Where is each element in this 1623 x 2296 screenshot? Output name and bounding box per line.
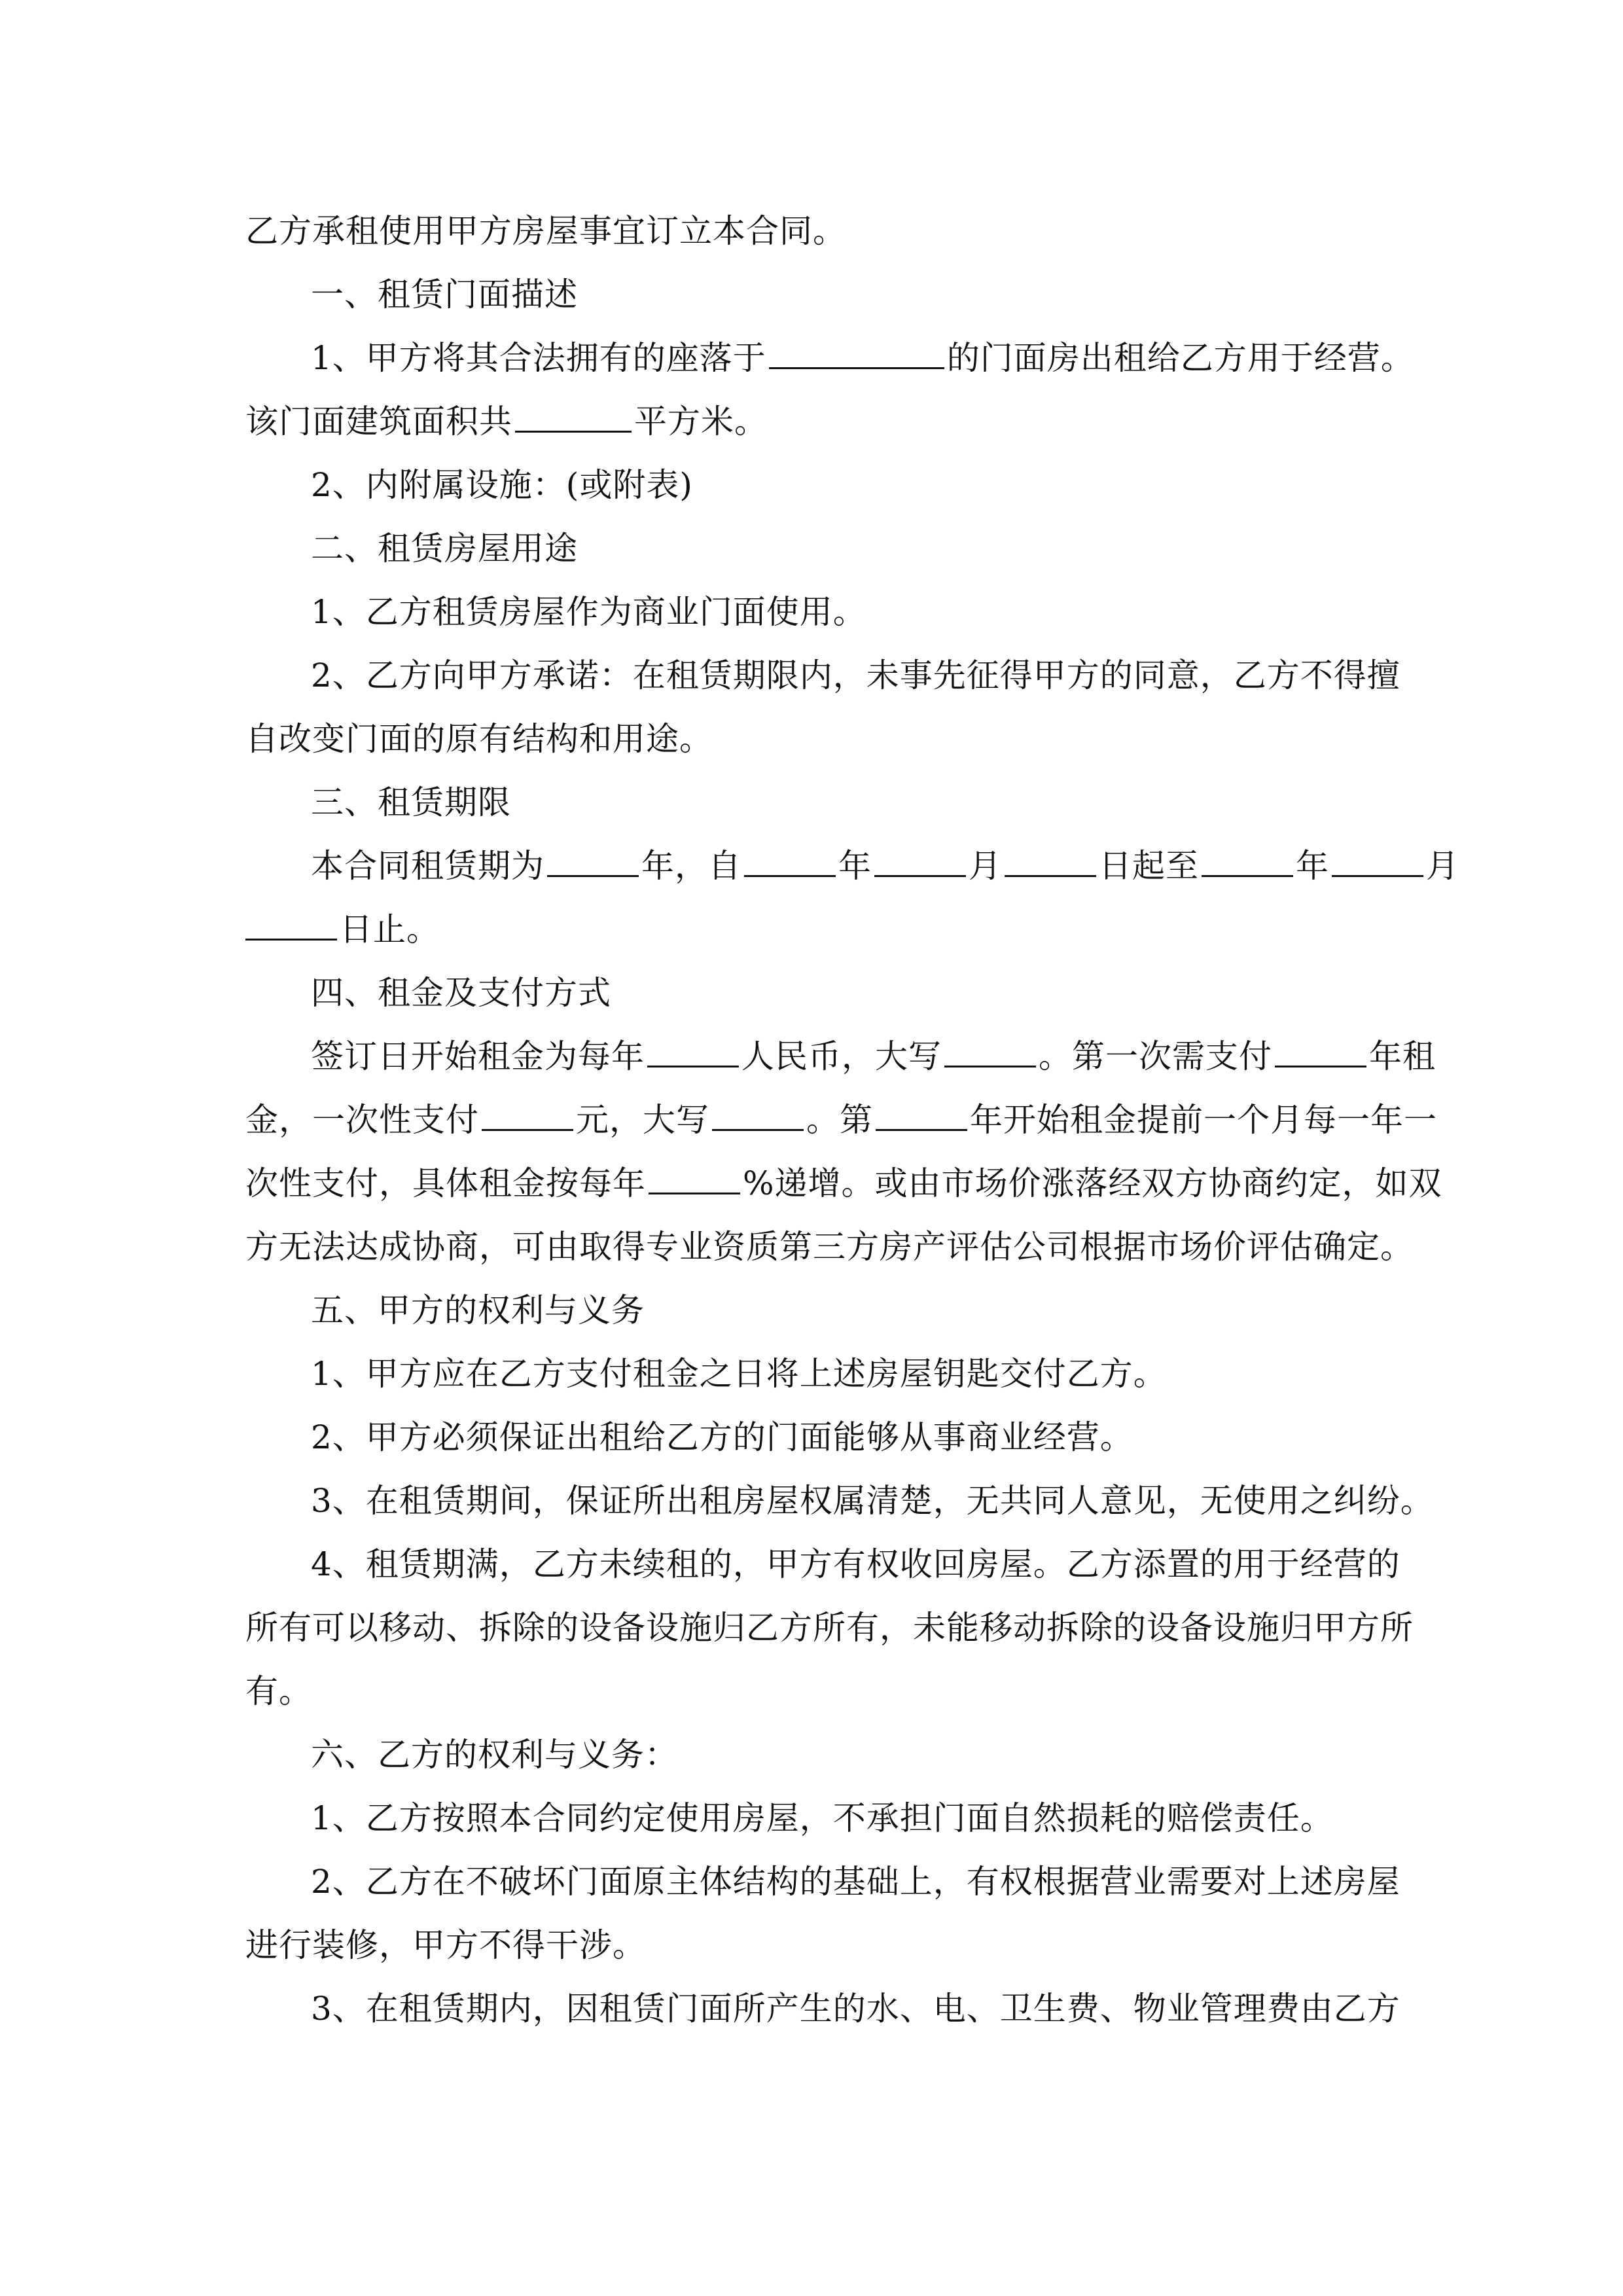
section-heading-4: 四、租金及支付方式 <box>311 974 611 1012</box>
paragraph-line: 金，一次性支付 元，大写 。第 年开始租金提前一个月每一年一 <box>245 1101 1437 1139</box>
blank-field-end-day <box>245 910 337 941</box>
paragraph-line: 4、租赁期满，乙方未续租的，甲方有权收回房屋。乙方添置的用于经营的 <box>311 1545 1400 1583</box>
paragraph-line: 进行装修，甲方不得干涉。 <box>245 1926 646 1964</box>
blank-field-rent-in-words <box>944 1037 1036 1067</box>
paragraph-line: 1、乙方租赁房屋作为商业门面使用。 <box>311 593 866 631</box>
paragraph-line: 2、甲方必须保证出租给乙方的门面能够从事商业经营。 <box>311 1418 1133 1456</box>
paragraph-line: 3、在租赁期内，因租赁门面所产生的水、电、卫生费、物业管理费由乙方 <box>311 1990 1400 2028</box>
section-heading-5: 五、甲方的权利与义务 <box>311 1291 645 1329</box>
blank-field-annual-rent <box>647 1037 739 1067</box>
paragraph-line: 签订日开始租金为每年 人民币，大写 。第一次需支付 年租 <box>311 1037 1436 1075</box>
section-heading-6: 六、乙方的权利与义务： <box>311 1736 678 1774</box>
paragraph-line: 2、乙方向甲方承诺：在租赁期限内，未事先征得甲方的同意，乙方不得擅 <box>311 656 1400 694</box>
paragraph-line: 3、在租赁期间，保证所出租房屋权属清楚，无共同人意见，无使用之纠纷。 <box>311 1482 1434 1520</box>
blank-field-start-month <box>874 846 966 877</box>
blank-field-lump-sum-words <box>712 1100 804 1131</box>
blank-field-area <box>515 402 632 433</box>
blank-field-lump-sum <box>482 1100 573 1131</box>
section-heading-1: 一、租赁门面描述 <box>311 276 578 314</box>
blank-field-end-year <box>1202 846 1293 877</box>
paragraph-line: 该门面建筑面积共 平方米。 <box>245 403 768 440</box>
section-heading-2: 二、租赁房屋用途 <box>311 529 578 567</box>
blank-field-first-payment-years <box>1275 1037 1366 1067</box>
blank-field-start-year <box>744 846 836 877</box>
paragraph-line: 有。 <box>245 1672 312 1710</box>
paragraph-line: 1、甲方应在乙方支付租金之日将上述房屋钥匙交付乙方。 <box>311 1355 1167 1393</box>
paragraph-line: 1、甲方将其合法拥有的座落于 的门面房出租给乙方用于经营。 <box>311 339 1414 377</box>
paragraph-line: 本合同租赁期为 年，自 年 月 日起至 年 月 <box>311 847 1459 885</box>
paragraph-line: 日止。 <box>245 898 1404 961</box>
paragraph-line: 自改变门面的原有结构和用途。 <box>245 720 713 758</box>
section-heading-3: 三、租赁期限 <box>311 783 511 821</box>
contract-body <box>245 200 1459 2041</box>
paragraph-line: 2、内附属设施：(或附表) <box>311 466 693 504</box>
blank-field-end-month <box>1332 846 1423 877</box>
paragraph-line: 乙方承租使用甲方房屋事宜订立本合同。 <box>245 212 846 250</box>
blank-field-increase-rate <box>649 1164 740 1194</box>
paragraph-line: 方无法达成协商，可由取得专业资质第三方房产评估公司根据市场价评估确定。 <box>245 1228 1414 1266</box>
paragraph-line: 2、乙方在不破坏门面原主体结构的基础上，有权根据营业需要对上述房屋 <box>311 1863 1400 1901</box>
blank-field-start-year-number <box>876 1100 967 1131</box>
blank-field-start-day <box>1005 846 1096 877</box>
blank-field-years <box>547 846 639 877</box>
paragraph-line: 1、乙方按照本合同约定使用房屋，不承担门面自然损耗的赔偿责任。 <box>311 1799 1334 1837</box>
blank-field-location <box>769 338 944 369</box>
paragraph-line: 所有可以移动、拆除的设备设施归乙方所有，未能移动拆除的设备设施归甲方所 <box>245 1609 1414 1647</box>
paragraph-line: 次性支付，具体租金按每年 %递增。或由市场价涨落经双方协商约定，如双 <box>245 1164 1442 1202</box>
